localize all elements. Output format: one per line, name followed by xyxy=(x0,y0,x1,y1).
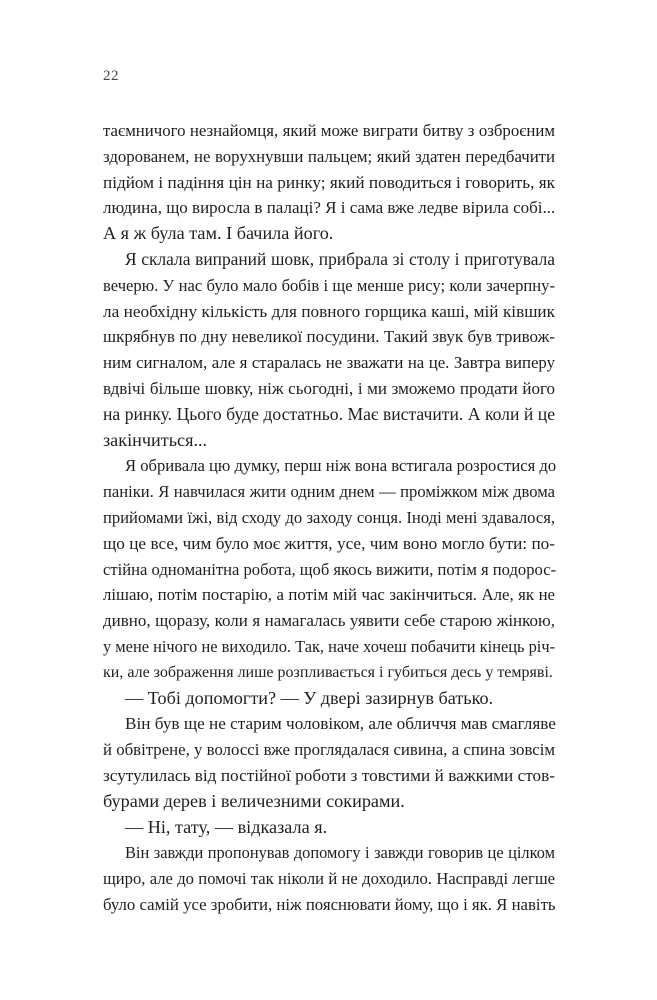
text-line: на ринку. Цього буде достатньо. Має вистачити. А коли й це xyxy=(103,403,555,424)
text-line: ла необхідну кількість для повного горщика каші, мій ківшик xyxy=(103,301,555,321)
text-line: дивно, щоразу, коли я намагалась уявити себе старою жінкою, xyxy=(103,611,555,631)
text-line: й обвітрене, у волоссі вже проглядалася сивина, а спина зовсім xyxy=(103,740,555,760)
text-line: — Ні, тату, — відказала я. xyxy=(125,816,328,837)
text-line: ним сигналом, але я старалась не зважати на це. Завтра виперу xyxy=(103,353,555,373)
text-line: стійна одноманітна робота, щоб якось вижити, потім я подорос- xyxy=(103,559,557,579)
text-line: — Тобі допомогти? — У двері зазирнув батько. xyxy=(125,687,494,708)
text-line: Я обривала цю думку, перш ніж вона встигала розростися до xyxy=(125,456,557,476)
text-line: що це все, чим було моє життя, усе, чим воно могло бути: по- xyxy=(103,533,555,553)
text-line: прийомами їжі, від сходу до заходу сонця. Іноді мені здавалося, xyxy=(103,507,555,527)
text-line: бурами дерев і величезними сокирами. xyxy=(103,790,405,811)
text-line: щиро, але до помочі так ніколи й не доходило. Насправді легше xyxy=(103,869,555,889)
text-line: ки, але зображення лише розпливається і губиться десь у темряві. xyxy=(103,663,553,681)
text-line: Він завжди пропонував допомогу і завжди говорив це цілком xyxy=(125,843,555,863)
text-line: вдвічі більше шовку, ніж сьогодні, і ми зможемо продати його xyxy=(103,378,555,398)
body-text xyxy=(103,118,555,918)
text-line: таємничого незнайомця, який може виграти битву з озброєним xyxy=(103,121,555,140)
page-number: 22 xyxy=(103,68,119,84)
text-line: здорованем, не ворухнувши пальцем; який здатен передбачити xyxy=(103,146,555,166)
text-line: зсутулилась від постійної роботи з товстими й важкими стов- xyxy=(103,765,555,785)
text-line: Він був ще не старим чоловіком, але обличчя мав смагляве xyxy=(125,714,556,734)
text-line: закінчиться... xyxy=(103,429,208,450)
text-line: вечерю. У нас було мало бобів і ще менше рису; коли зачерпну- xyxy=(103,275,555,295)
text-line: підйом і падіння цін на ринку; який поводиться і говорить, як xyxy=(103,172,555,192)
text-line: Я склала випраний шовк, прибрала зі столу і приготувала xyxy=(125,248,555,269)
text-line: у мене нічого не виходило. Так, наче хочеш побачити кінець річ- xyxy=(103,636,556,656)
text-line: паніки. Я навчилася жити одним днем — проміжком між двома xyxy=(103,482,555,502)
text-line: людина, що виросла в палаці? Я і сама вже ледве вірила собі... xyxy=(103,198,556,218)
text-line: шкрябнув по дну невеликої посудини. Такий звук був тривож- xyxy=(103,327,555,347)
text-line: було самій усе зробити, ніж пояснювати йому, що і як. Я навіть xyxy=(103,894,556,914)
text-line: А я ж була там. І бачила його. xyxy=(103,223,334,244)
text-line: лішаю, потім постарію, а потім мій час закінчиться. Але, як не xyxy=(103,585,555,605)
